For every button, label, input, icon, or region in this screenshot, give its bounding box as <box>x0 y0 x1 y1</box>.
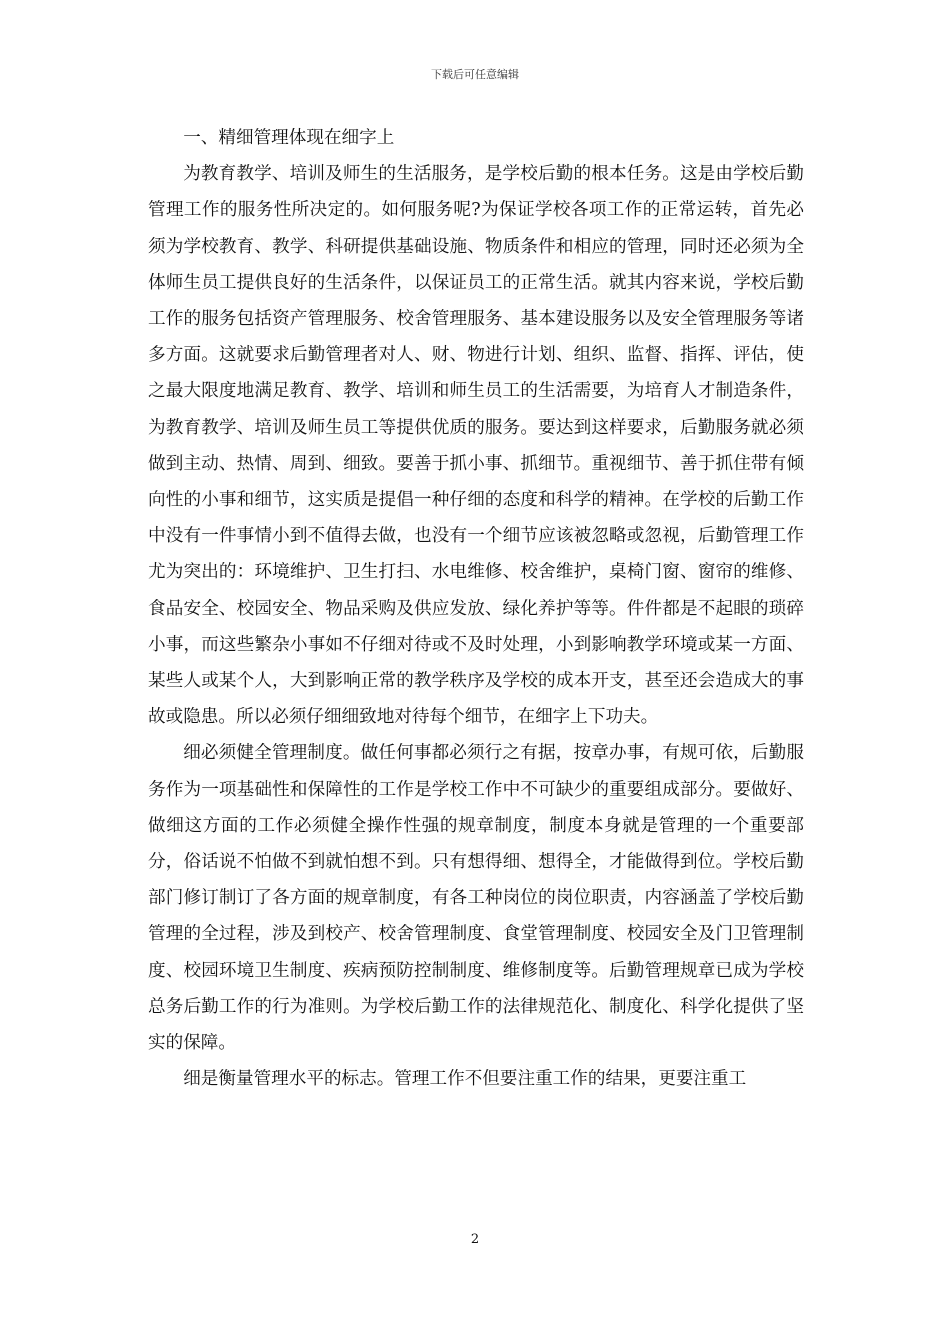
section-heading: 一、精细管理体现在细字上 <box>183 128 395 148</box>
page-header-note: 下载后可任意编辑 <box>431 68 519 81</box>
page-number: 2 <box>470 1232 480 1247</box>
paragraph-service: 为教育教学、培训及师生的生活服务，是学校后勤的根本任务。这是由学校后勤管理工作的服务性所决定的。如何服务呢?为保证学校各项工作的正常运转，首先必须为学校教育、教学、科研提供基础设施、物质条件和相应的管理，同时还必须为全体师生员工提供良好的生活条件，以保证员工的正常生活。就其内容来说，学校后勤工作的服务包括资产管理服务、校舍管理服务、基本建设服务以及安全管理服务等诸多方面。这就要求后勤管理者对人、财、物进行计划、组织、监督、指挥、评估，使之最大限度地满足教育、教学、培训和师生员工的生活需要，为培育人才制造条件，为教育教学、培训及师生员工等提供优质的服务。要达到这样要求，后勤服务就必须做到主动、热情、周到、细致。要善于抓小事、抓细节。重视细节、善于抓住带有倾向性的小事和细节，这实质是提倡一种仔细的态度和科学的精神。在学校的后勤工作中没有一件事情小到不值得去做，也没有一个细节应该被忽略或忽视，后勤管理工作尤为突出的：环境维护、卫生打扫、水电维修、校舍维护，桌椅门窗、窗帘的维修、食品安全、校园安全、物品采购及供应发放、绿化养护等等。件件都是不起眼的琐碎小事，而这些繁杂小事如不仔细对待或不及时处理，小到影响教学环境或某一方面、某些人或某个人，大到影响正常的教学秩序及学校的成本开支，甚至还会造成大的事故或隐患。所以必须仔细细致地对待每个细节，在细字上下功夫。 <box>148 164 804 728</box>
paragraph-management-level: 细是衡量管理水平的标志。管理工作不但要注重工作的结果，更要注重工 <box>183 1069 747 1090</box>
document-body <box>148 120 804 1097</box>
paragraph-regulations: 细必须健全管理制度。做任何事都必须行之有据，按章办事，有规可依，后勤服务作为一项基础性和保障性的工作是学校工作中不可缺少的重要组成部分。要做好、做细这方面的工作必须健全操作性强的规章制度，制度本身就是管理的一个重要部分，俗话说不怕做不到就怕想不到。只有想得细、想得全，才能做得到位。学校后勤部门修订制订了各方面的规章制度，有各工种岗位的岗位职责，内容涵盖了学校后勤管理的全过程，涉及到校产、校舍管理制度、食堂管理制度、校园安全及门卫管理制度、校园环境卫生制度、疾病预防控制制度、维修制度等。后勤管理规章已成为学校总务后勤工作的行为准则。为学校后勤工作的法律规范化、制度化、科学化提供了坚实的保障。 <box>148 743 804 1054</box>
